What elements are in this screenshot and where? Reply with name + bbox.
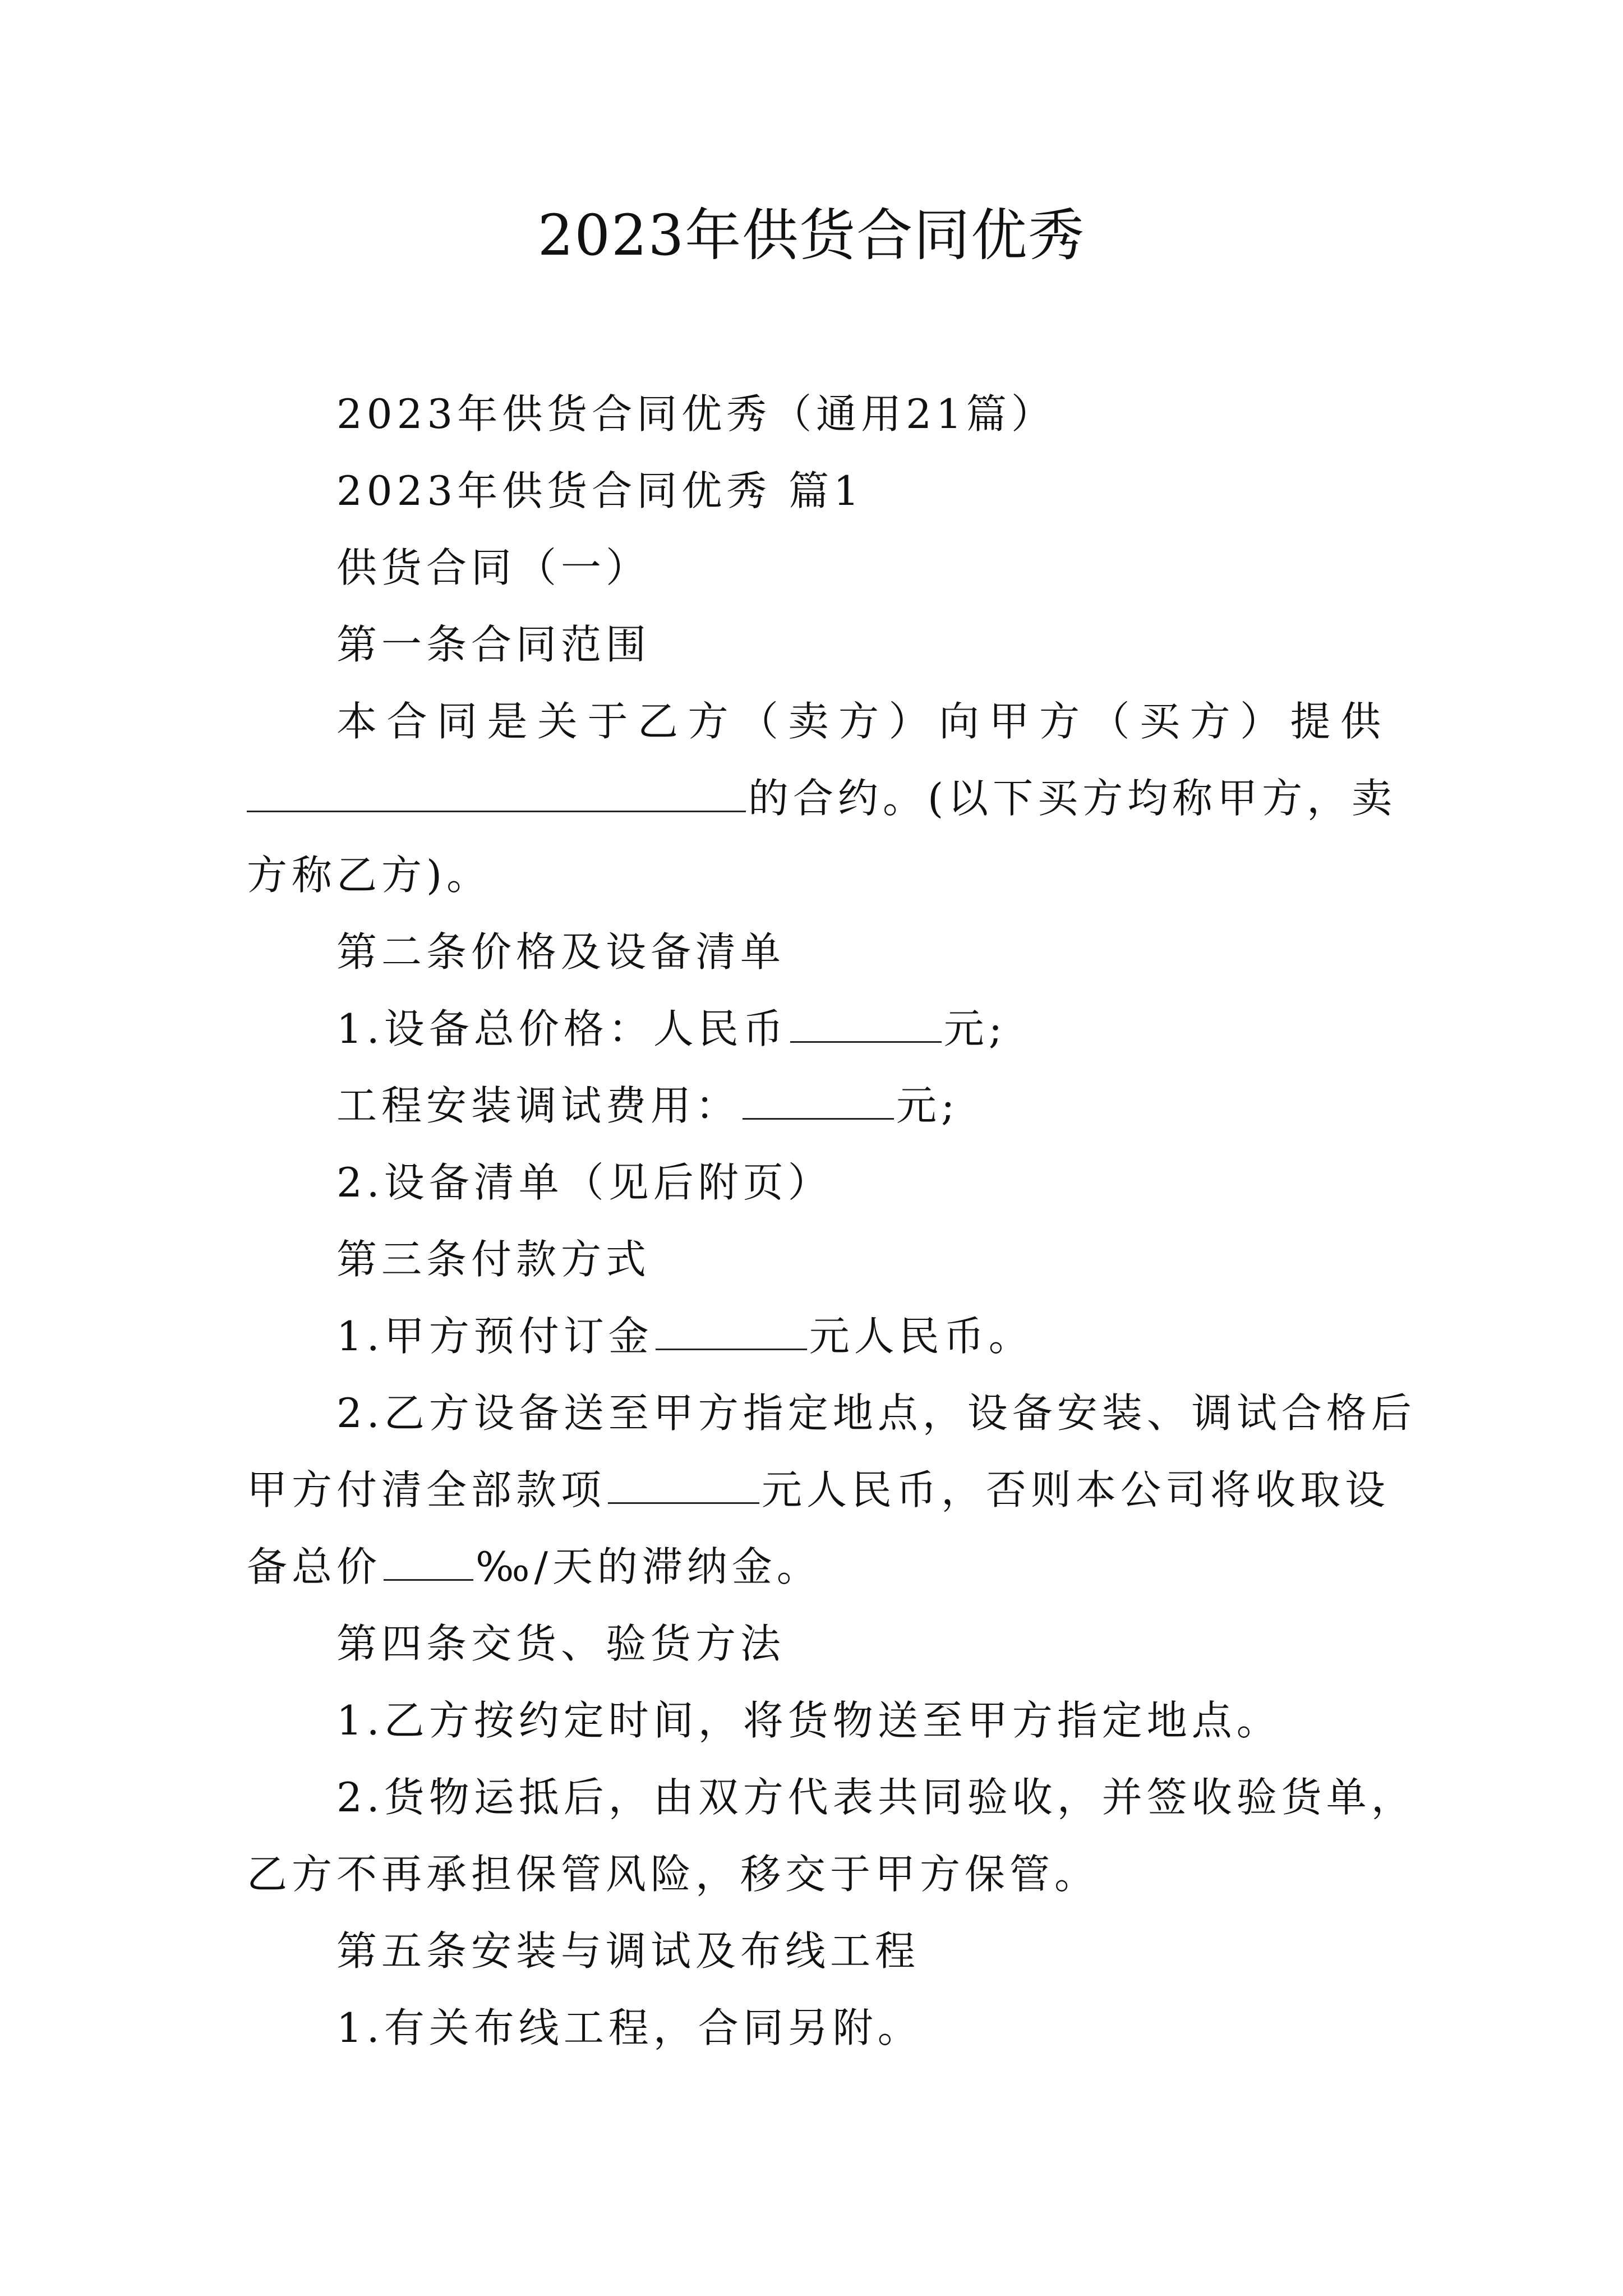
article-2-item-1-unit: 元; bbox=[943, 1005, 1007, 1052]
article-2-fee-unit: 元; bbox=[896, 1082, 960, 1129]
article-1-line-2 bbox=[247, 760, 1397, 837]
article-3-item-1-unit: 元人民币。 bbox=[809, 1313, 1034, 1360]
chapter-heading: 2023年供货合同优秀 篇1 bbox=[336, 467, 864, 514]
blank-field bbox=[743, 1084, 894, 1120]
article-1-line-1: 本合同是关于乙方（卖方）向甲方（买方）提供 bbox=[336, 698, 1385, 745]
article-2-fee-label: 工程安装调试费用： bbox=[336, 1082, 741, 1129]
article-5-item-1: 1.有关布线工程，合同另附。 bbox=[336, 2004, 923, 2051]
article-1-heading: 第一条合同范围 bbox=[336, 621, 651, 668]
document-subtitle: 2023年供货合同优秀（通用21篇） bbox=[336, 390, 1056, 438]
article-2-item-1-label: 1.设备总价格：人民币 bbox=[336, 1005, 788, 1052]
article-3-item-2-line-2-b: 元人民币，否则本公司将收取设 bbox=[762, 1466, 1390, 1513]
article-4-item-1: 1.乙方按约定时间，将货物送至甲方指定地点。 bbox=[336, 1697, 1281, 1744]
article-4-item-2-line-1: 2.货物运抵后，由双方代表共同验收，并签收验货单， bbox=[336, 1774, 1416, 1821]
document-body bbox=[247, 376, 1416, 2067]
article-3-item-2-line-2-a: 甲方付清全部款项 bbox=[247, 1466, 606, 1513]
blank-field bbox=[608, 1469, 759, 1504]
contract-name: 供货合同（一） bbox=[336, 544, 651, 591]
article-4-item-2-line-2: 乙方不再承担保管风险，移交于甲方保管。 bbox=[247, 1851, 1100, 1898]
article-5-heading: 第五条安装与调试及布线工程 bbox=[336, 1927, 920, 1975]
article-3-item-2-line-2 bbox=[247, 1452, 1390, 1529]
article-3-item-1-label: 1.甲方预付订金 bbox=[336, 1313, 653, 1360]
article-1-line-2-text: 的合约。(以下买方均称甲方，卖 bbox=[748, 775, 1397, 822]
article-2-fee bbox=[247, 1068, 1385, 1144]
article-3-item-2-line-3-b: ‰/天的滞纳金。 bbox=[476, 1543, 822, 1590]
blank-field bbox=[384, 1545, 473, 1581]
blank-field bbox=[790, 1007, 942, 1043]
article-2-item-2: 2.设备清单（见后附页） bbox=[336, 1159, 833, 1206]
article-4-heading: 第四条交货、验货方法 bbox=[336, 1620, 786, 1667]
article-3-item-2-line-3 bbox=[247, 1529, 1385, 1605]
blank-field bbox=[247, 777, 746, 812]
article-3-item-1 bbox=[247, 1298, 1385, 1375]
article-3-item-2-line-3-a: 备总价 bbox=[247, 1543, 382, 1590]
article-1-line-3: 方称乙方)。 bbox=[247, 852, 492, 899]
article-3-heading: 第三条付款方式 bbox=[336, 1236, 651, 1283]
article-3-item-2-line-1: 2.乙方设备送至甲方指定地点，设备安装、调试合格后 bbox=[336, 1389, 1416, 1437]
article-2-heading: 第二条价格及设备清单 bbox=[336, 928, 786, 976]
blank-field bbox=[656, 1315, 807, 1350]
document-title: 2023年供货合同优秀 bbox=[537, 203, 1086, 268]
article-2-item-1 bbox=[247, 991, 1385, 1068]
